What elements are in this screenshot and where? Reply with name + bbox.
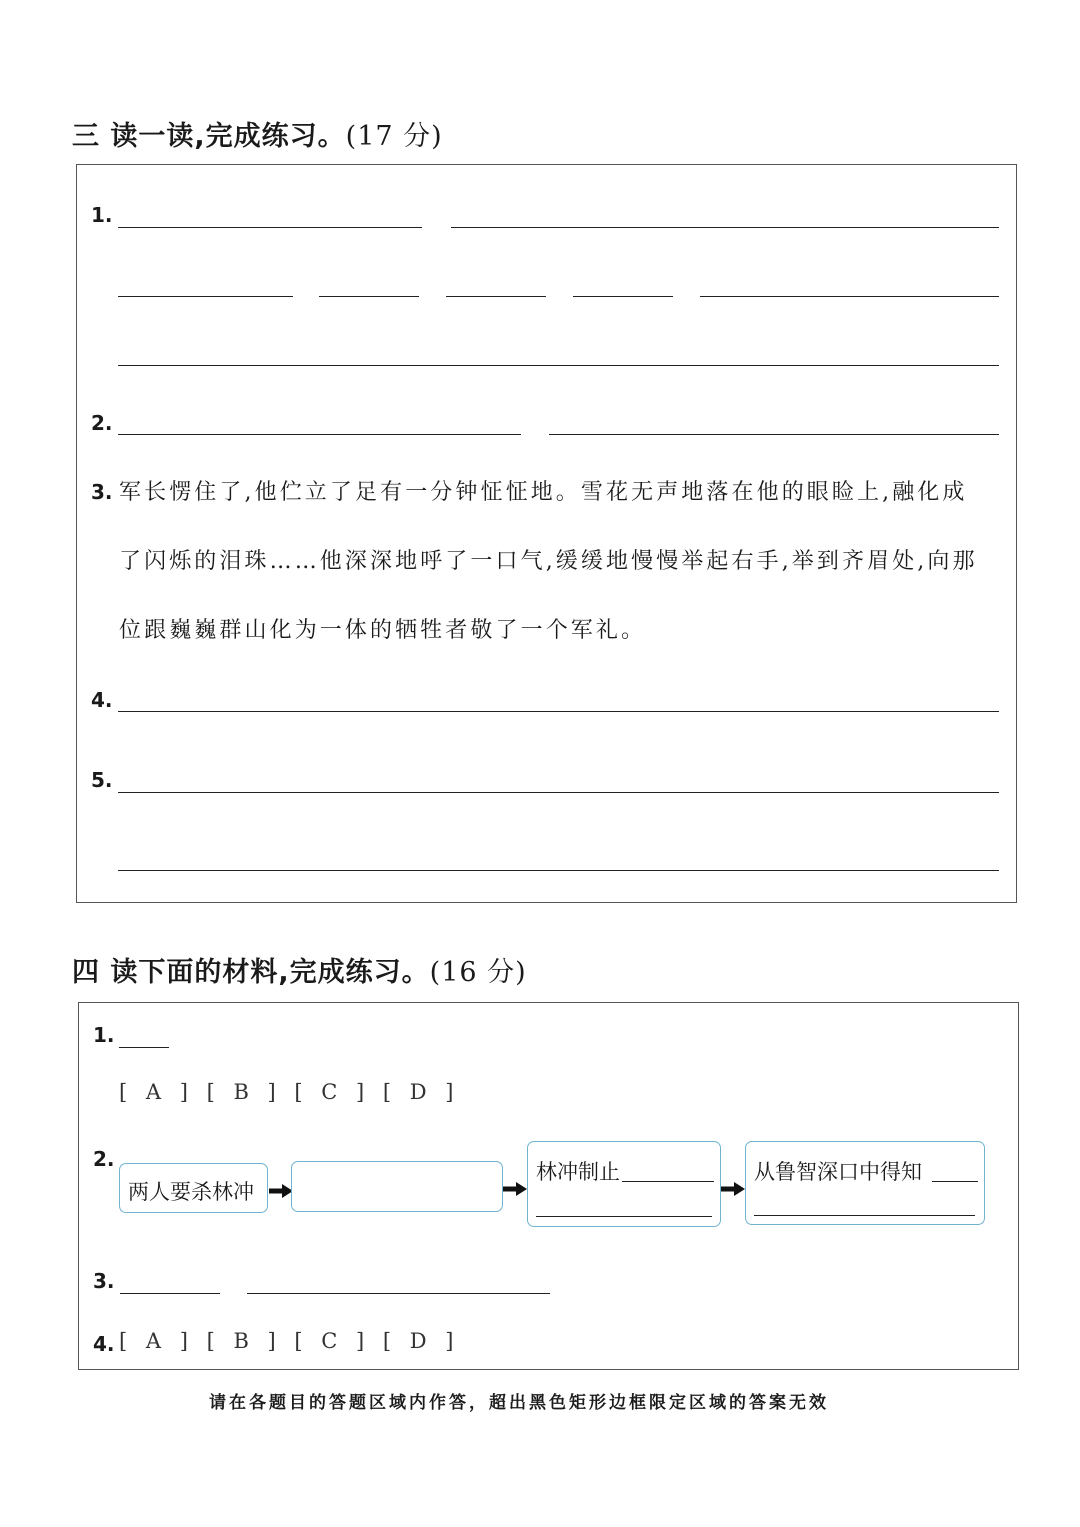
s4-q1-blank[interactable] [119,1047,169,1048]
s3-q4-number: 4. [91,688,113,712]
s4-q4-choices[interactable]: [ A ] [ B ] [ C ] [ D ] [119,1329,460,1353]
s3-q5-blank-1[interactable] [118,792,999,793]
s4-q3-blank-2[interactable] [247,1293,550,1294]
s3-q1-blank-5[interactable] [446,296,546,297]
s3-q3-passage-line-3: 位跟巍巍群山化为一体的牺牲者敬了一个军礼。 [119,618,647,643]
s4-q1-choices[interactable]: [ A ] [ B ] [ C ] [ D ] [119,1080,460,1104]
s3-q2-blank-1[interactable] [118,434,521,435]
flow-box-4-text: 从鲁智深口中得知 [754,1160,922,1184]
flow-box-2[interactable] [291,1161,503,1212]
s3-q1-blank-7[interactable] [700,296,999,297]
flow-box-1-text: 两人要杀林冲 [128,1180,254,1204]
s3-q1-blank-1[interactable] [118,227,422,228]
s3-q1-blank-4[interactable] [319,296,419,297]
flow-arrow-1-icon [269,1184,293,1198]
section3-title [72,114,443,153]
s3-q3-number: 3. [91,480,113,504]
s3-q1-blank-3[interactable] [118,296,293,297]
footer-instruction: 请在各题目的答题区域内作答，超出黑色矩形边框限定区域的答案无效 [209,1393,829,1413]
s3-q2-number: 2. [91,411,113,435]
section4-title [72,950,527,989]
s3-q1-blank-8[interactable] [118,365,999,366]
section4-score: (16 分) [429,957,527,988]
flow-box-3-text: 林冲制止 [536,1160,620,1184]
section3-score: (17 分) [345,121,443,152]
s3-q3-passage-line-2: 了闪烁的泪珠……他深深地呼了一口气,缓缓地慢慢举起右手,举到齐眉处,向那 [119,549,978,574]
flow-box-3-blank-2[interactable] [536,1216,712,1217]
section3-title-text: 三 读一读,完成练习。 [72,121,346,152]
s3-q3-passage-line-1: 军长愣住了,他伫立了足有一分钟怔怔地。雪花无声地落在他的眼睑上,融化成 [119,480,968,505]
s3-q1-number: 1. [91,203,113,227]
s4-q3-blank-1[interactable] [120,1293,220,1294]
s4-q3-number: 3. [93,1269,115,1293]
flow-arrow-3-icon [721,1182,745,1196]
s4-q2-number: 2. [93,1147,115,1171]
s3-q1-blank-2[interactable] [451,227,999,228]
s4-q4-number: 4. [93,1332,115,1356]
s3-q4-blank[interactable] [118,711,999,712]
s3-q5-number: 5. [91,768,113,792]
s3-q2-blank-2[interactable] [549,434,999,435]
section4-title-text: 四 读下面的材料,完成练习。 [72,957,430,988]
s4-q1-number: 1. [93,1023,115,1047]
flow-box-3-blank-1[interactable] [622,1181,714,1182]
flow-box-4-blank-2[interactable] [754,1215,975,1216]
flow-box-4-blank-1[interactable] [932,1181,978,1182]
s3-q1-blank-6[interactable] [573,296,673,297]
s3-q5-blank-2[interactable] [118,870,999,871]
flow-arrow-2-icon [503,1182,527,1196]
